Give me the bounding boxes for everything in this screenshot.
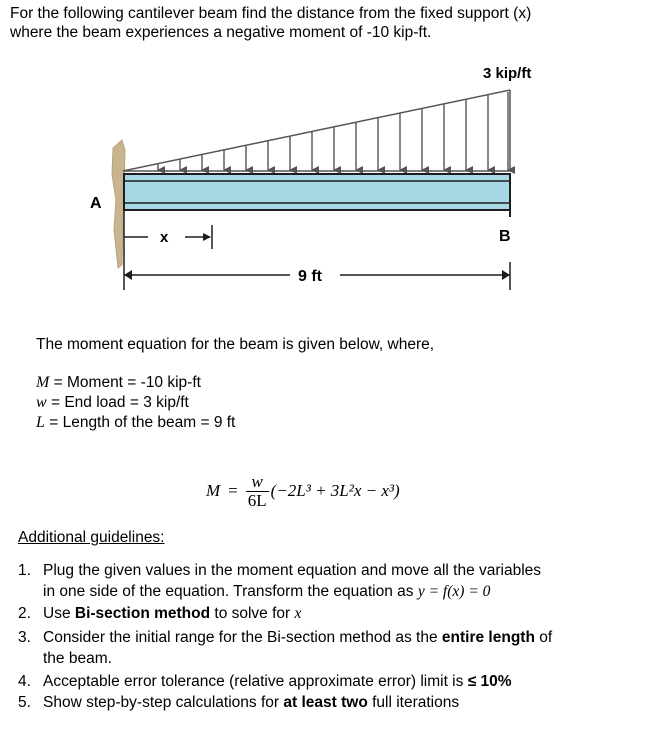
cantilever-beam-figure — [0, 0, 651, 310]
equation-equals: = — [228, 481, 238, 500]
load-slope-line — [123, 90, 510, 171]
guideline-item-3: 3. Consider the initial range for the Bi-section method as the entire length of the beam. — [18, 629, 553, 667]
support-label: A — [90, 195, 102, 212]
fraction-numerator: w — [251, 471, 263, 491]
variable-end-load: w = End load = 3 kip/ft — [36, 394, 189, 411]
guideline-item-2: 2. Use Bi-section method to solve for x — [18, 605, 302, 622]
moment-intro-text: The moment equation for the beam is given below, where, — [36, 336, 435, 353]
equation-fraction — [246, 473, 269, 510]
guideline-item-5: 5. Show step-by-step calculations for at least two full iterations — [18, 694, 460, 711]
x-dimension-arrowhead — [203, 233, 211, 241]
beam-body — [124, 174, 510, 210]
variable-length: L = Length of the beam = 9 ft — [36, 414, 236, 431]
length-dimension-label: 9 ft — [298, 268, 322, 285]
fraction-denominator: 6L — [247, 490, 267, 510]
equation-polynomial: (−2L³ + 3L²x − x³) — [270, 481, 400, 500]
variable-list — [36, 373, 235, 433]
x-dimension-label: x — [160, 229, 169, 246]
guideline-item-1: 1. Plug the given values in the moment equation and move all the variables in one side of the equation. Transform the equation as y = f(x) = 0 — [18, 562, 542, 600]
length-dimension-arrowhead-right — [502, 270, 510, 280]
moment-equation — [206, 466, 400, 516]
guidelines-heading: Additional guidelines: — [18, 529, 165, 546]
length-dimension-arrowhead-left — [124, 270, 132, 280]
load-label: 3 kip/ft — [483, 65, 532, 82]
problem-line-2: where the beam experiences a negative moment of -10 kip-ft. — [10, 24, 432, 41]
load-arrows — [158, 92, 508, 170]
problem-line-1: For the following cantilever beam find the distance from the fixed support (x) — [10, 5, 532, 22]
variable-moment: M = Moment = -10 kip-ft — [36, 374, 201, 391]
equation-lhs: M — [206, 481, 221, 500]
end-label: B — [499, 228, 511, 245]
guideline-item-4: 4. Acceptable error tolerance (relative approximate error) limit is ≤ 10% — [18, 673, 512, 690]
